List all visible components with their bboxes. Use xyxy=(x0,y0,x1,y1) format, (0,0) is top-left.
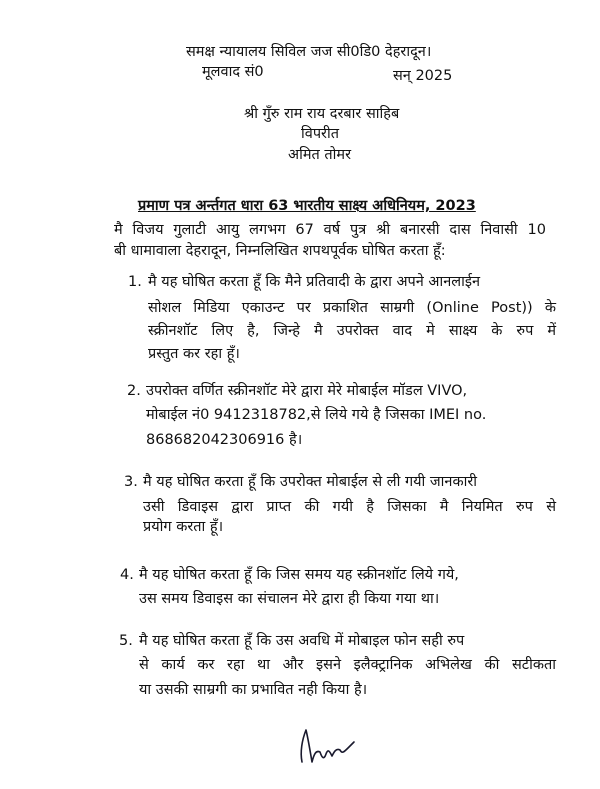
point-4-line-1: मै यह घोषित करता हूँ कि जिस समय यह स्क्रीनशॉट लिये गये, xyxy=(139,567,459,583)
case-year: सन् 2025 xyxy=(393,68,453,84)
plaintiff-name: श्री गुँरु राम राय दरबार साहिब xyxy=(244,106,400,122)
point-1-line-4: प्रस्तुत कर रहा हूँ। xyxy=(148,346,240,362)
defendant-name: अमित तोमर xyxy=(288,147,352,163)
point-1-number: 1. xyxy=(128,274,142,290)
point-4-line-2: उस समय डिवाइस का संचालन मेरे द्वारा ही किया गया था। xyxy=(139,591,440,607)
certificate-title: प्रमाण पत्र अर्न्तगत धारा 63 भारतीय साक्ष्य अधिनियम, 2023 xyxy=(138,198,476,214)
point-2-line-2: मोबाईल नं0 9412318782,से लिये गये है जिसका IMEI no. xyxy=(146,407,487,423)
point-2-line-3: 868682042306916 है। xyxy=(146,432,303,448)
point-5-number: 5. xyxy=(119,633,133,649)
point-2-line-1: उपरोक्त वर्णित स्क्रीनशॉट मेरे द्वारा मेरे मोबाईल मॉडल VIVO, xyxy=(146,383,468,399)
point-1-line-3: स्क्रीनशॉट लिए है, जिन्हे मै उपरोक्त वाद मे साक्ष्य के रुप में xyxy=(148,323,556,339)
point-5-line-2: से कार्य कर रहा था और इसने इलैक्ट्रानिक अभिलेख की सटीकता xyxy=(139,657,556,673)
point-3-number: 3. xyxy=(124,474,138,490)
court-heading: समक्ष न्यायालय सिविल जज सी0डि0 देहरादून। xyxy=(186,44,432,60)
point-4-number: 4. xyxy=(120,567,134,583)
point-5-line-1: मै यह घोषित करता हूँ कि उस अवधि में मोबाइल फोन सही रुप xyxy=(139,633,465,649)
point-1-line-2: सोशल मिडिया एकाउन्ट पर प्रकाशित साम्रगी (Online Post)) के xyxy=(148,300,556,316)
versus-label: विपरीत xyxy=(301,126,340,142)
intro-line-2: बी धामावाला देहरादून, निम्नलिखित शपथपूर्वक घोषित करता हूँ: xyxy=(114,243,446,259)
signature-icon xyxy=(296,722,356,768)
point-5-line-3: या उसकी साम्रगी का प्रभावित नही किया है। xyxy=(139,682,368,698)
point-3-line-1: मै यह घोषित करता हूँ कि उपरोक्त मोबाईल से ली गयी जानकारी xyxy=(143,474,478,490)
case-number: मूलवाद सं0 xyxy=(202,64,264,80)
point-1-line-1: मै यह घोषित करता हूँ कि मैने प्रतिवादी के द्वारा अपने आनलाईन xyxy=(148,274,481,290)
intro-line-1: मै विजय गुलाटी आयु लगभग 67 वर्ष पुत्र श्री बनारसी दास निवासी 10 xyxy=(114,222,546,238)
point-3-line-2: उसी डिवाइस द्वारा प्राप्त की गयी है जिसका मै नियमित रुप से xyxy=(143,499,556,515)
point-3-line-3: प्रयोग करता हूँ। xyxy=(143,519,224,535)
point-2-number: 2. xyxy=(127,383,141,399)
